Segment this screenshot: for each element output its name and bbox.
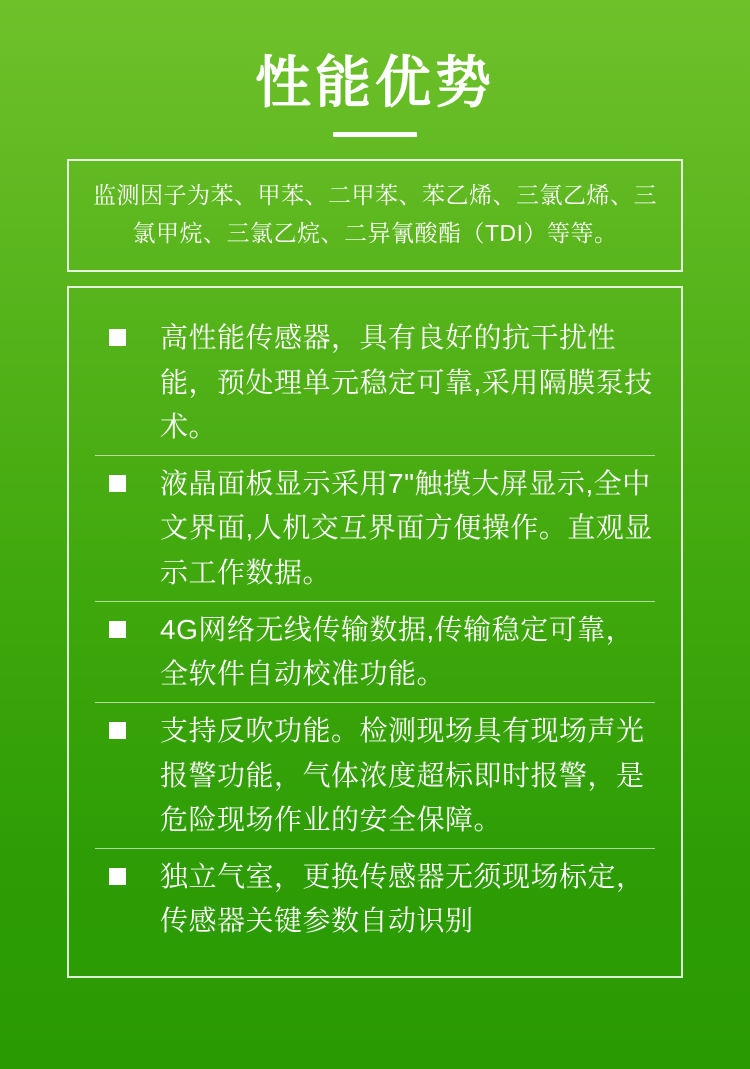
list-item — [95, 455, 655, 601]
square-bullet-icon — [109, 621, 126, 638]
square-bullet-icon — [109, 722, 126, 739]
page-title: 性能优势 — [255, 51, 495, 114]
square-bullet-icon — [109, 868, 126, 885]
list-item — [95, 848, 655, 949]
feature-text: 液晶面板显示采用7"触摸大屏显示,全中文界面,人机交互界面方便操作。直观显示工作数据。 — [160, 468, 653, 588]
feature-text: 支持反吹功能。检测现场具有现场声光报警功能，气体浓度超标即时报警，是危险现场作业的安全保障。 — [160, 715, 645, 835]
list-item — [95, 601, 655, 702]
list-item — [95, 702, 655, 848]
monitoring-factors-text: 监测因子为苯、甲苯、二甲苯、苯乙烯、三氯乙烯、三氯甲烷、三氯乙烷、二异氰酸酯（TDI）等等。 — [93, 181, 657, 246]
feature-text: 4G网络无线传输数据,传输稳定可靠，全软件自动校准功能。 — [160, 613, 635, 690]
monitoring-factors-box — [67, 159, 683, 273]
square-bullet-icon — [109, 329, 126, 346]
square-bullet-icon — [109, 475, 126, 492]
feature-text: 高性能传感器，具有良好的抗干扰性能，预处理单元稳定可靠,采用隔膜泵技术。 — [160, 322, 653, 442]
features-list — [67, 286, 683, 977]
title-underline — [333, 132, 417, 137]
list-item — [95, 310, 655, 455]
feature-text: 独立气室，更换传感器无须现场标定，传感器关键参数自动识别 — [160, 861, 645, 937]
